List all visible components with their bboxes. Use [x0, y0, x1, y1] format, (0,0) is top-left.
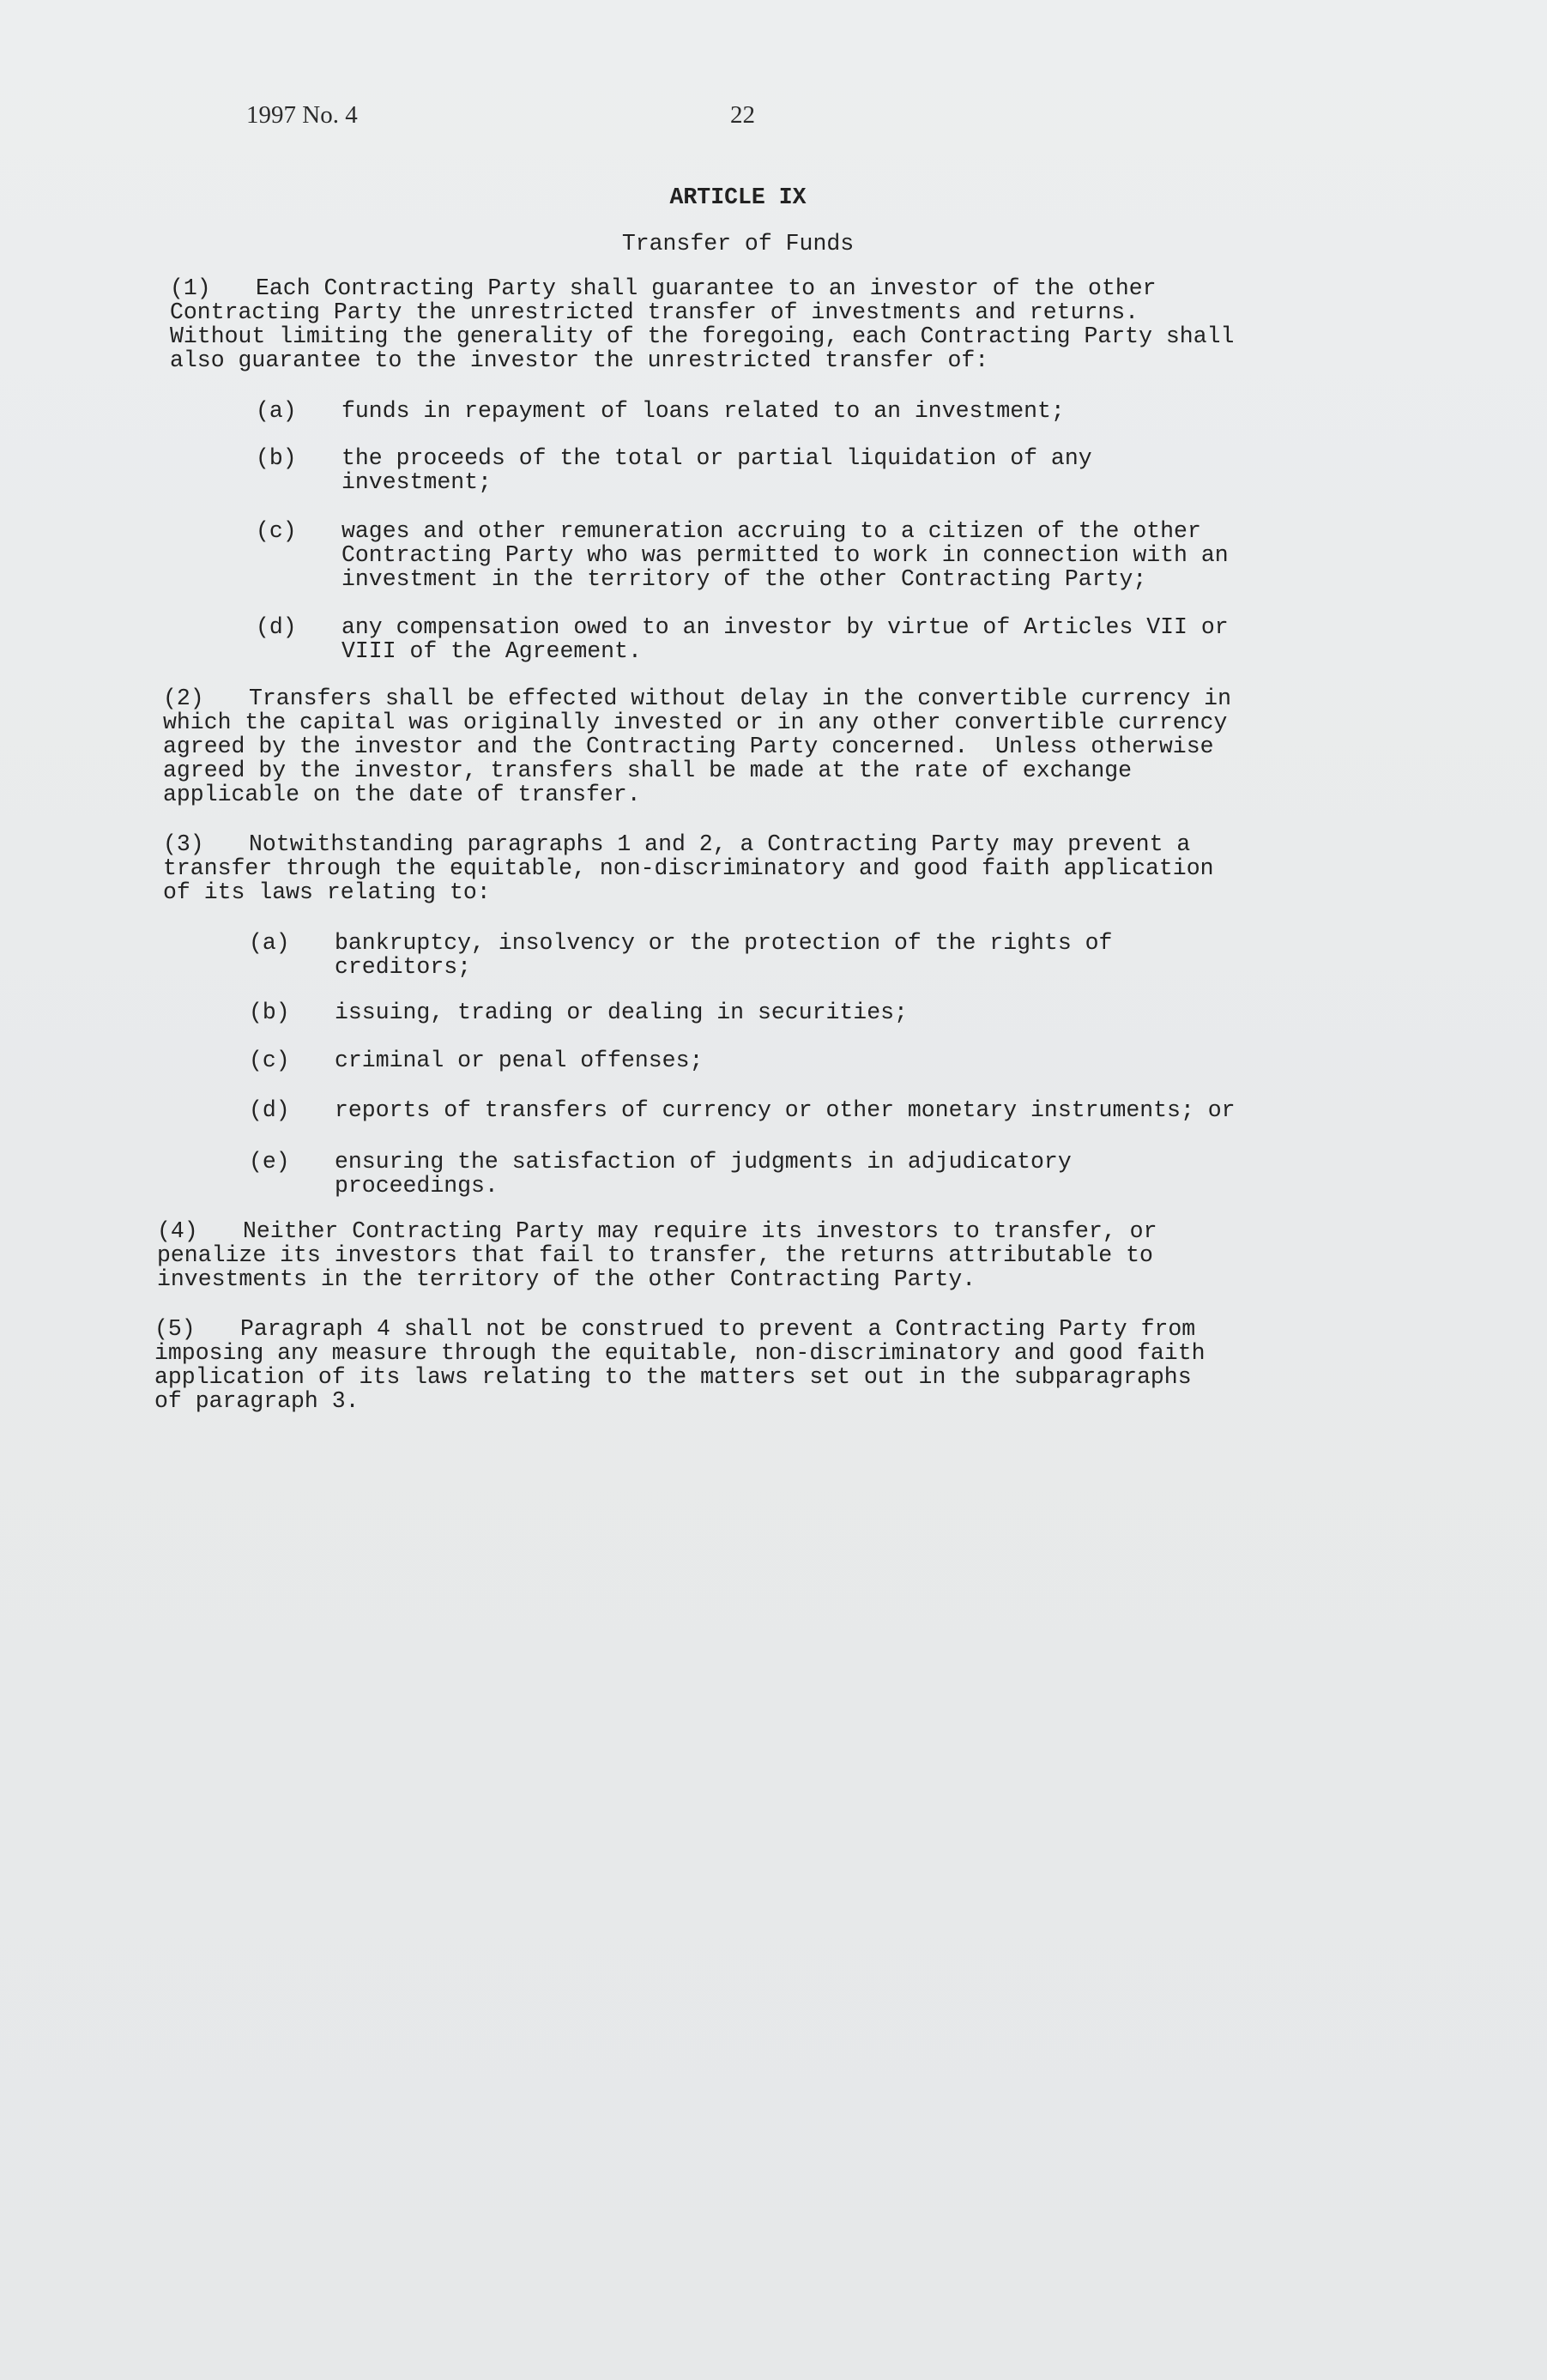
subparagraph-line: funds in repayment of loans related to an investment; — [341, 398, 1065, 424]
paragraph-number: (4) — [157, 1218, 198, 1244]
gazette-reference: 1997 No. 4 — [246, 101, 358, 129]
subparagraph-line: any compensation owed to an investor by virtue of Articles VII or — [341, 614, 1229, 640]
paragraph-line: also guarantee to the investor the unrestricted transfer of: — [170, 347, 989, 373]
subparagraph-line: creditors; — [335, 954, 472, 980]
page-number: 22 — [730, 101, 755, 129]
subparagraph-label: (d) — [256, 614, 297, 640]
subparagraph-line: issuing, trading or dealing in securities; — [335, 1000, 908, 1025]
paragraph-line: Transfers shall be effected without delay in the convertible currency in — [249, 686, 1231, 711]
subparagraph-line: investment in the territory of the other Contracting Party; — [341, 566, 1147, 592]
paragraph-line: application of its laws relating to the matters set out in the subparagraphs — [154, 1364, 1192, 1390]
subparagraph-label: (c) — [256, 518, 297, 544]
paragraph-line: agreed by the investor and the Contracting Party concerned. Unless otherwise — [163, 734, 1214, 759]
paragraph-line: imposing any measure through the equitable, non-discriminatory and good faith — [154, 1340, 1206, 1366]
paragraph-line: Contracting Party the unrestricted transfer of investments and returns. — [170, 299, 1139, 325]
subparagraph-line: VIII of the Agreement. — [341, 638, 642, 664]
paragraph-number: (3) — [163, 831, 204, 857]
subparagraph-line: criminal or penal offenses; — [335, 1048, 704, 1073]
paragraph-number: (1) — [170, 275, 211, 301]
article-title: Transfer of Funds — [621, 231, 855, 257]
paragraph-line: Paragraph 4 shall not be construed to prevent a Contracting Party from — [240, 1316, 1196, 1342]
subparagraph-label: (a) — [249, 930, 290, 956]
subparagraph-line: investment; — [341, 469, 492, 495]
paragraph-line: Neither Contracting Party may require its investors to transfer, or — [243, 1218, 1157, 1244]
subparagraph-line: wages and other remuneration accruing to a citizen of the other — [341, 518, 1201, 544]
paragraph-line: transfer through the equitable, non-discriminatory and good faith application — [163, 855, 1214, 881]
paragraph-line: investments in the territory of the other Contracting Party. — [157, 1266, 976, 1292]
subparagraph-line: reports of transfers of currency or other monetary instruments; or — [335, 1097, 1236, 1123]
paragraph-number: (2) — [163, 686, 204, 711]
paragraph-line: Each Contracting Party shall guarantee to an investor of the other — [256, 275, 1157, 301]
paragraph-line: penalize its investors that fail to transfer, the returns attributable to — [157, 1242, 1153, 1268]
subparagraph-line: bankruptcy, insolvency or the protection of the rights of — [335, 930, 1113, 956]
subparagraph-label: (e) — [249, 1149, 290, 1175]
paragraph-line: of its laws relating to: — [163, 879, 491, 905]
article-heading: ARTICLE IX — [669, 184, 807, 210]
subparagraph-label: (c) — [249, 1048, 290, 1073]
paragraph-line: of paragraph 3. — [154, 1388, 360, 1414]
paragraph-line: Without limiting the generality of the foregoing, each Contracting Party shall — [170, 323, 1235, 349]
subparagraph-label: (a) — [256, 398, 297, 424]
subparagraph-line: proceedings. — [335, 1173, 499, 1199]
subparagraph-label: (b) — [256, 445, 297, 471]
paragraph-line: which the capital was originally invested or in any other convertible currency — [163, 710, 1228, 735]
subparagraph-line: Contracting Party who was permitted to work in connection with an — [341, 542, 1229, 568]
paragraph-number: (5) — [154, 1316, 196, 1342]
paragraph-line: applicable on the date of transfer. — [163, 782, 641, 807]
paragraph-line: agreed by the investor, transfers shall be made at the rate of exchange — [163, 758, 1133, 783]
subparagraph-label: (b) — [249, 1000, 290, 1025]
subparagraph-line: ensuring the satisfaction of judgments in adjudicatory — [335, 1149, 1072, 1175]
subparagraph-label: (d) — [249, 1097, 290, 1123]
subparagraph-line: the proceeds of the total or partial liquidation of any — [341, 445, 1092, 471]
paragraph-line: Notwithstanding paragraphs 1 and 2, a Contracting Party may prevent a — [249, 831, 1191, 857]
